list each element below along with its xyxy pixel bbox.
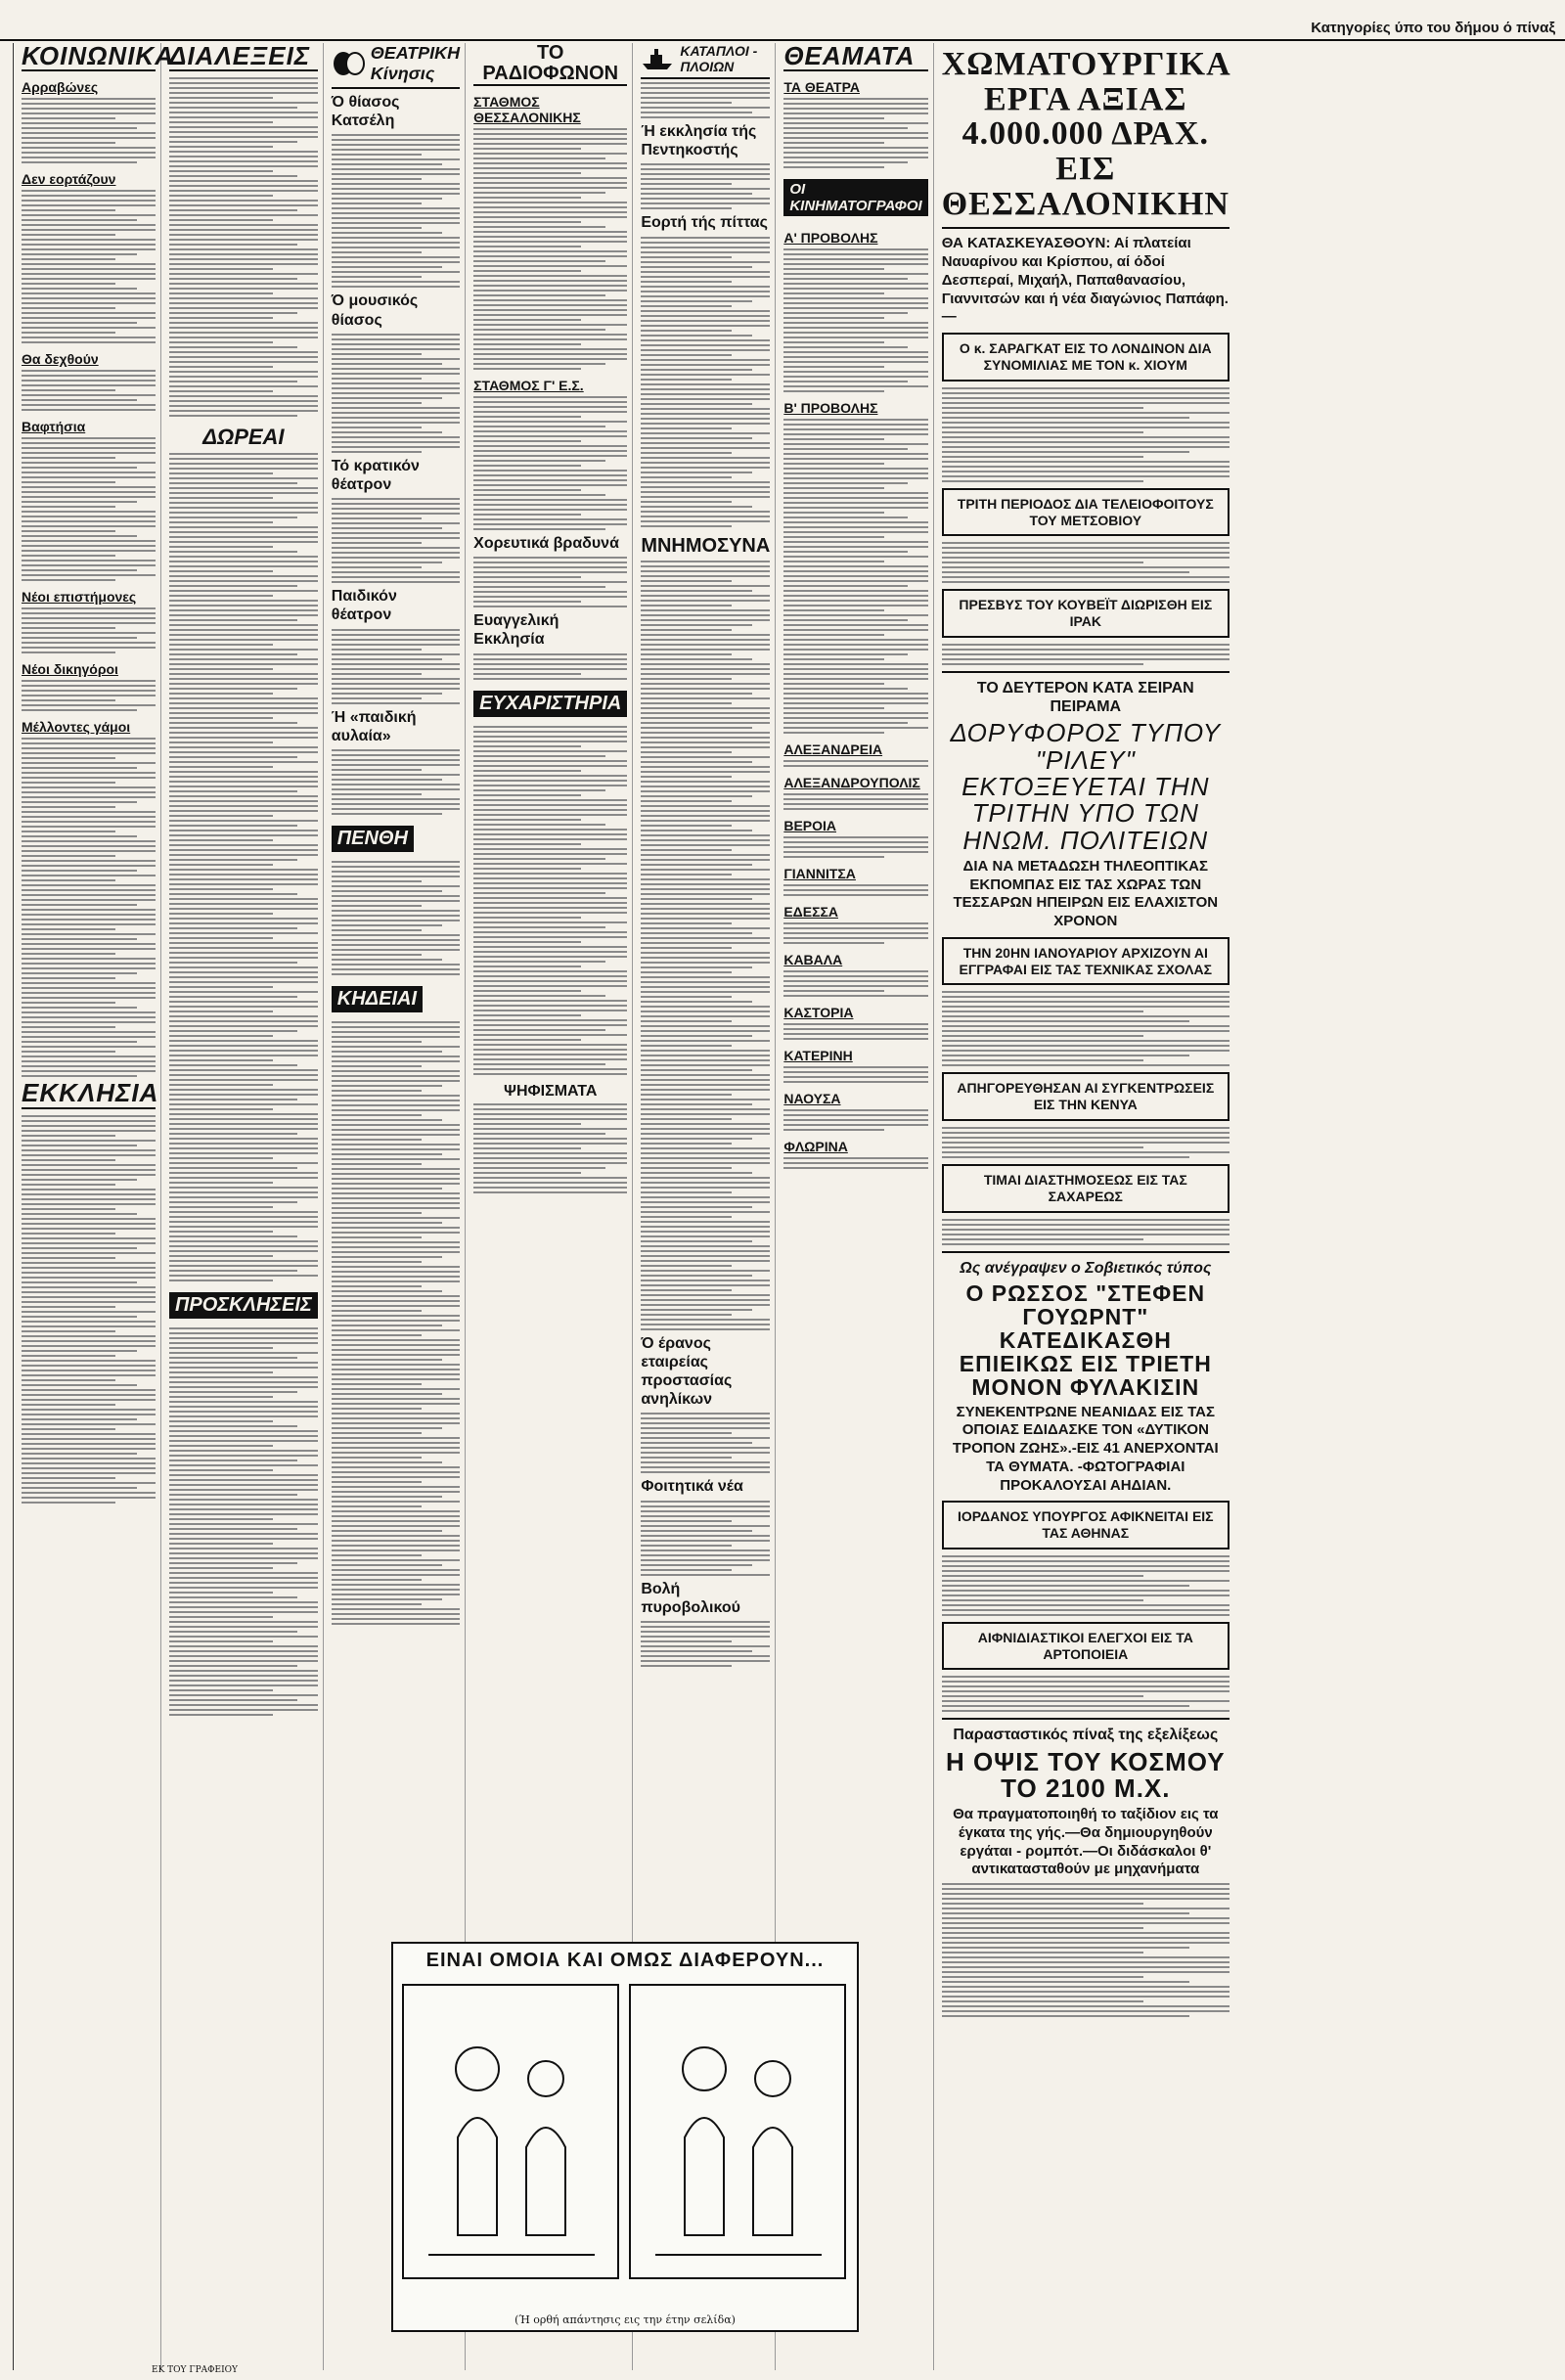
article-title: Βολή πυροβολικού	[641, 1580, 740, 1616]
sub-heading: Δεν εορτάζουν	[22, 171, 116, 188]
region-heading: Α' ΠΡΟΒΟΛΗΣ	[783, 230, 878, 247]
kicker-soviet: Ως ανέγραψεν ο Σοβιετικός τύπος	[960, 1259, 1212, 1277]
heading-resolutions: ΨΗΦΙΣΜΑΤΑ	[504, 1082, 598, 1100]
sub-heading: ΣΤΑΘΜΟΣ Γ' Ε.Σ.	[473, 378, 584, 393]
divider	[942, 671, 1230, 673]
deck-earthworks: ΘΑ ΚΑΤΑΣΚΕΥΑΣΘΟΥΝ: Αί πλατείαι Ναυαρίνου και Κρίσπου, αί όδοί Δεσπεραί, Μιχαήλ, Παπαθανασίου, Γιαννιτσών και ή νέα διαγώνιος Παπάφη.—	[941, 235, 1229, 326]
radio-title: ΤΟ ΡΑΔΙΟΦΩΝΟΝ	[473, 43, 627, 86]
text-block	[169, 453, 318, 1281]
deck-satellite: ΔΙΑ ΝΑ ΜΕΤΑΔΩΣΗ ΤΗΛΕΟΠΤΙΚΑΣ ΕΚΠΟΜΠΑΣ ΕΙΣ ΤΑΣ ΧΩΡΑΣ ΤΩΝ ΤΕΣΣΑΡΩΝ ΗΠΕΙΡΩΝ ΕΙΣ ΕΛΑΧΙΣΤΟΝ ΧΡΟΝΟΝ	[953, 857, 1219, 930]
text-block	[22, 738, 156, 1077]
heading-thanks: ΕΥΧΑΡΙΣΤΗΡΙΑ	[473, 691, 627, 717]
deck-russian: ΣΥΝΕΚΕΝΤΡΩΝΕ ΝΕΑΝΙΔΑΣ ΕΙΣ ΤΑΣ ΟΠΟΙΑΣ ΕΔΙΔΑΣΚΕ ΤΟΝ «ΔΥΤΙΚΟΝ ΤΡΟΠΟΝ ΖΩΗΣ».-ΕΙΣ 41 ΑΝΕΡΧΟΝΤΑΙ ΤΑ ΘΥΜΑΤΑ. -ΦΩΤΟΓΡΑΦΙΑΙ ΠΡΟΚΑΛΟΥΣΑΙ ΑΗΔΙΑΝ.	[952, 1403, 1219, 1494]
text-block	[473, 396, 627, 530]
text-block	[22, 190, 156, 343]
article-title: Εορτή τής πίττας	[641, 214, 768, 232]
article-title: Ό θίασος Κατσέλη	[331, 94, 400, 130]
heading-invitations: ΠΡΟΣΚΛΗΣΕΙΣ	[169, 1292, 318, 1319]
text-block	[942, 1555, 1230, 1616]
text-block	[641, 1413, 770, 1473]
cartoon-illustration	[399, 1981, 849, 2294]
kicker-2100: Παρασταστικός πίναξ της εξελίξεως	[953, 1727, 1219, 1744]
text-block	[783, 1066, 927, 1083]
headline-2100: Η ΟΨΙΣ ΤΟΥ ΚΟΣΜΟΥ ΤΟ 2100 Μ.Χ.	[945, 1746, 1226, 1803]
region-heading: ΚΑΤΕΡΙΝΗ	[783, 1048, 853, 1064]
region-heading: Β' ΠΡΟΒΟΛΗΣ	[783, 400, 878, 417]
text-block	[332, 749, 460, 815]
section-heading-spectacles: ΘΕΑΜΑΤΑ	[783, 43, 927, 71]
text-block	[641, 561, 770, 1330]
text-block	[332, 498, 460, 583]
article-title: Παιδικόν θέατρον	[331, 588, 397, 624]
story-box	[942, 937, 1230, 986]
sub-heading: Νέοι επιστήμονες	[22, 589, 137, 606]
text-block	[942, 1676, 1230, 1712]
text-block	[332, 861, 460, 975]
text-block	[473, 653, 627, 680]
region-heading: ΕΔΕΣΣΑ	[783, 904, 838, 921]
text-block	[22, 98, 156, 163]
text-block	[783, 1157, 927, 1169]
sub-heading: ΣΤΑΘΜΟΣ ΘΕΣΣΑΛΟΝΙΚΗΣ	[473, 94, 581, 125]
box-headline: ΙΟΡΔΑΝΟΣ ΥΠΟΥΡΓΟΣ ΑΦΙΚΝΕΙΤΑΙ ΕΙΣ ΤΑΣ ΑΘΗΝΑΣ	[958, 1508, 1214, 1542]
theatre-masks-icon	[332, 50, 365, 77]
text-block	[942, 991, 1230, 1066]
text-block	[332, 629, 460, 704]
column-lectures	[169, 43, 324, 2370]
section-heading-church: ΕΚΚΛΗΣΙΑ	[22, 1078, 159, 1108]
article-title: Φοιτητικά νέα	[641, 1478, 743, 1496]
text-block	[641, 163, 770, 209]
story-box	[942, 488, 1230, 537]
text-block	[641, 1621, 770, 1667]
text-block	[473, 557, 627, 607]
footer-note: ΕΚ ΤΟΥ ΓΡΑΦΕΙΟΥ	[152, 2365, 238, 2375]
lead-story	[942, 43, 1230, 229]
text-block	[22, 437, 156, 581]
text-block	[332, 1021, 460, 1625]
story-box	[942, 1622, 1230, 1671]
column-news	[942, 43, 1234, 2370]
text-block	[22, 370, 156, 411]
sub-heading: Θα δεχθούν	[22, 351, 99, 368]
heading-donations: ΔΩΡΕΑΙ	[202, 425, 285, 450]
text-block	[473, 128, 627, 370]
region-heading: ΚΑΒΑΛΑ	[783, 952, 843, 968]
sub-heading: Αρραβώνες	[22, 79, 99, 96]
text-block	[783, 793, 927, 810]
text-block	[942, 542, 1230, 583]
sub-heading: Νέοι δικηγόροι	[22, 661, 118, 678]
text-block	[473, 726, 627, 1075]
divider	[942, 1718, 1230, 1720]
deck-2100: Θα πραγματοποιηθή το ταξίδιον εις τα έγκατα της γής.—Θα δημιουργηθούν εργάται - ρομπότ.—Οι διδάσκαλοι θ' αντικατασταθούν με μηχανήματα	[953, 1806, 1219, 1878]
text-block	[783, 922, 927, 944]
ships-logo-text: ΚΑΤΑΠΛΟΙ - ΠΛΟΙΩΝ	[680, 43, 758, 74]
cartoon-title: ΕΙΝΑΙ ΟΜΟΙΑ ΚΑΙ ΟΜΩΣ ΔΙΑΦΕΡΟΥΝ...	[425, 1950, 825, 1971]
text-block	[942, 1127, 1230, 1158]
text-block	[783, 248, 927, 392]
region-heading: ΑΛΕΞΑΝΔΡΕΙΑ	[783, 741, 883, 758]
region-heading: ΑΛΕΞΑΝΔΡΟΥΠΟΛΙΣ	[783, 775, 920, 791]
region-heading: ΓΙΑΝΝΙΤΣΑ	[783, 866, 856, 882]
masthead-note: Κατηγορίες ύπο του δήμου ό πίναξ	[1311, 20, 1555, 36]
cartoon-panel	[391, 1942, 859, 2332]
region-heading: ΦΛΩΡΙΝΑ	[783, 1139, 848, 1155]
headline-earthworks: ΧΩΜΑΤΟΥΡΓΙΚΑ ΕΡΓΑ ΑΞΙΑΣ 4.000.000 ΔΡΑΧ. ΕΙΣ ΘΕΣΣΑΛΟΝΙΚΗΝ	[941, 46, 1231, 222]
text-block	[783, 1023, 927, 1040]
box-headline: ΑΠΗΓΟΡΕΥΘΗΣΑΝ ΑΙ ΣΥΓΚΕΝΤΡΩΣΕΙΣ ΕΙΣ ΤΗΝ ΚΕΝΥΑ	[957, 1080, 1215, 1113]
headline-russian: Ο ΡΩΣΣΟΣ "ΣΤΕΦΕΝ ΓΟΥΩΡΝΤ" ΚΑΤΕΔΙΚΑΣΘΗ ΕΠΙΕΙΚΩΣ ΕΙΣ ΤΡΙΕΤΗ ΜΟΝΟΝ ΦΥΛΑΚΙΣΙΝ	[959, 1280, 1212, 1401]
article-title: Χορευτικά βραδυνά	[473, 535, 619, 552]
article-title: Ή εκκλησία τής Πεντηκοστής	[641, 123, 757, 159]
sub-heading: Βαφτήσια	[22, 419, 86, 435]
text-block	[641, 82, 770, 118]
text-block	[22, 607, 156, 653]
story-box	[942, 589, 1230, 638]
region-heading: ΝΑΟΥΣΑ	[783, 1091, 841, 1107]
box-headline: ΤΙΜΑΙ ΔΙΑΣΤΗΜΟΣΕΩΣ ΕΙΣ ΤΑΣ ΣΑΧΑΡΕΩΣ	[983, 1172, 1187, 1204]
text-block	[22, 680, 156, 711]
ships-logo	[641, 43, 770, 79]
box-headline: ΤΗΝ 20ΗΝ ΙΑΝΟΥΑΡΙΟΥ ΑΡΧΙΖΟΥΝ ΑΙ ΕΓΓΡΑΦΑΙ ΕΙΣ ΤΑΣ ΤΕΧΝΙΚΑΣ ΣΧΟΛΑΣ	[959, 944, 1213, 977]
text-block	[473, 1103, 627, 1193]
column-social	[22, 41, 174, 2370]
box-headline: ΠΡΕΣΒΥΣ ΤΟΥ ΚΟΥΒΕΪΤ ΔΙΩΡΙΣΘΗ ΕΙΣ ΙΡΑΚ	[959, 597, 1213, 630]
box-headline: ΑΙΦΝΙΔΙΑΣΤΙΚΟΙ ΕΛΕΓΧΟΙ ΕΙΣ ΤΑ ΑΡΤΟΠΟΙΕΙΑ	[977, 1629, 1193, 1662]
text-block	[783, 970, 927, 997]
kicker-experiment: ΤΟ ΔΕΥΤΕΡΟΝ ΚΑΤΑ ΣΕΙΡΑΝ ΠΕΙΡΑΜΑ	[976, 679, 1194, 716]
text-block	[332, 334, 460, 453]
text-block	[22, 1115, 156, 1504]
article-title: Ή «παιδική αυλαία»	[331, 708, 417, 744]
text-block	[942, 1883, 1230, 2017]
article-title: Τό κρατικόν θέατρον	[331, 457, 420, 493]
story-box	[942, 1501, 1230, 1549]
text-block	[641, 1501, 770, 1576]
region-heading: ΒΕΡΟΙΑ	[783, 818, 837, 834]
section-heading-social: ΚΟΙΝΩΝΙΚΑ	[22, 41, 174, 70]
text-block	[783, 1109, 927, 1131]
divider	[942, 1251, 1230, 1253]
region-heading: ΚΑΣΤΟΡΙΑ	[783, 1005, 854, 1021]
box-headline: ΤΡΙΤΗ ΠΕΡΙΟΔΟΣ ΔΙΑ ΤΕΛΕΙΟΦΟΙΤΟΥΣ ΤΟΥ ΜΕΤΣΟΒΙΟΥ	[957, 495, 1214, 528]
text-block	[332, 134, 460, 288]
sub-heading: ΤΑ ΘΕΑΤΡΑ	[783, 79, 860, 96]
box-headline: Ο κ. ΣΑΡΑΓΚΑΤ ΕΙΣ ΤΟ ΛΟΝΔΙΝΟΝ ΔΙΑ ΣΥΝΟΜΙΛΙΑΣ ΜΕ ΤΟΝ κ. ΧΙΟΥΜ	[959, 340, 1212, 373]
heading-mourning: ΠΕΝΘΗ	[332, 826, 414, 852]
text-block	[942, 1219, 1230, 1245]
theatre-logo	[332, 43, 460, 89]
heading-cinemas: ΟΙ ΚΙΝΗΜΑΤΟΓΡΑΦΟΙ	[783, 179, 927, 216]
text-block	[942, 644, 1230, 665]
heading-memorials: ΜΝΗΜΟΣΥΝΑ	[641, 534, 771, 557]
sub-heading: Μέλλοντες γάμοι	[22, 719, 131, 736]
text-block	[783, 836, 927, 858]
article-title: Ό μουσικός θίασος	[331, 292, 419, 329]
article-title: Ευαγγελική Εκκλησία	[473, 612, 559, 649]
story-box	[942, 1072, 1230, 1121]
section-heading-lectures: ΔΙΑΛΕΞΕΙΣ	[169, 43, 318, 71]
text-block	[783, 884, 927, 896]
theatre-logo-text: ΘΕΑΤΡΙΚΗ Κίνησις	[370, 43, 461, 83]
text-block	[783, 98, 927, 168]
text-block	[942, 387, 1230, 482]
article-title: Ό έρανος εταιρείας προστασίας ανηλίκων	[641, 1334, 733, 1409]
cartoon-caption: (Ή ορθή απάντησις εις την έτην σελίδα)	[514, 2313, 736, 2326]
text-block	[169, 1327, 318, 1716]
ship-icon	[641, 46, 674, 71]
text-block	[169, 77, 318, 417]
heading-funerals: ΚΗΔΕΙΑΙ	[332, 986, 423, 1012]
text-block	[783, 760, 927, 767]
story-box	[942, 1164, 1230, 1213]
text-block	[641, 237, 770, 527]
text-block	[783, 419, 927, 734]
left-gutter	[4, 43, 14, 2370]
headline-satellite: ΔΟΡΥΦΟΡΟΣ ΤΥΠΟΥ "ΡΙΛΕΥ" ΕΚΤΟΞΕΥΕΤΑΙ ΤΗΝ ΤΡΙΤΗΝ ΥΠΟ ΤΩΝ ΗΝΩΜ. ΠΟΛΙΤΕΙΩΝ	[950, 718, 1222, 855]
story-box	[942, 333, 1230, 382]
